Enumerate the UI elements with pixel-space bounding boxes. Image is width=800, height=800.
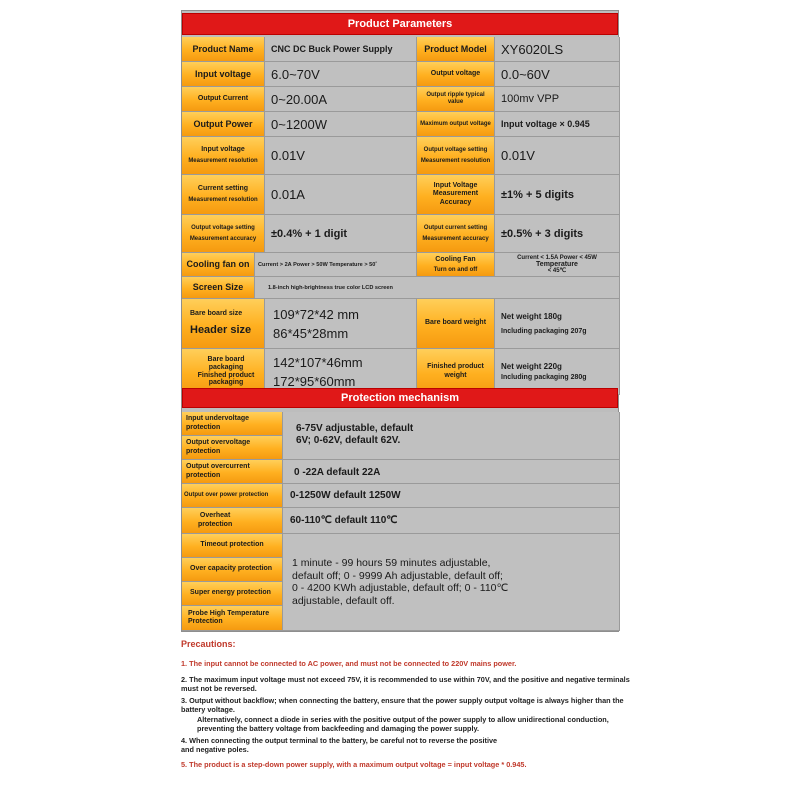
label-line: Measurement accuracy — [422, 235, 489, 242]
label-timeout-protection: Timeout protection — [182, 534, 283, 558]
value-line: Temperature — [536, 260, 578, 268]
label-input-voltage-resolution — [182, 137, 265, 175]
value-line: 6V; 0-62V, default 62V. — [296, 435, 401, 446]
value-output-power: 0~1200W — [265, 112, 417, 137]
precaution-3-line: 3. Output without backflow; when connecting the battery, ensure that the power supply output voltage is always higher than the — [181, 696, 624, 705]
precaution-2-line: must not be reversed. — [181, 684, 257, 693]
value-output-current-accuracy: ±0.5% + 3 digits — [495, 215, 620, 253]
label-cooling-fan-off — [417, 253, 495, 277]
precaution-3-line: Alternatively, connect a diode in series with the positive output of the power supply to allow unidirectional conduction, — [197, 715, 609, 724]
label-max-output-voltage: Maximum output voltage — [417, 112, 495, 137]
value-input-voltage-resolution: 0.01V — [265, 137, 417, 175]
value-output-current: 0~20.00A — [265, 87, 417, 112]
label-line: Measurement accuracy — [189, 235, 257, 242]
label-line: Measurement resolution — [188, 197, 258, 204]
precautions-title: Precautions: — [181, 639, 236, 649]
label-cooling-fan-on: Cooling fan on — [182, 253, 255, 277]
value-undervoltage-overvoltage — [296, 423, 413, 447]
value-timeout-capacity-energy-probe — [292, 557, 508, 607]
value-bare-board-weight — [495, 299, 620, 349]
label-super-energy-protection: Super energy protection — [182, 582, 283, 606]
value-input-voltage-accuracy: ±1% + 5 digits — [495, 175, 620, 215]
label-output-overcurrent-protection: Output overcurrent protection — [182, 460, 283, 484]
label-line: Current setting — [197, 185, 249, 193]
label-line: Input Voltage — [433, 182, 478, 190]
value-output-voltage-accuracy: ±0.4% + 1 digit — [265, 215, 417, 253]
precaution-1: 1. The input cannot be connected to AC power, and must not be connected to 220V mains power. — [181, 659, 517, 668]
value-line: 172*95*60mm — [273, 373, 356, 389]
value-line: 0 - 4200 KWh adjustable, default off; 0 - 110℃ — [292, 582, 509, 595]
label-line: Output voltage setting — [423, 146, 488, 153]
label-overheat-protection: Overheat protection — [182, 508, 283, 534]
value-line: < 45℃ — [547, 268, 567, 275]
value-line: adjustable, default off. — [292, 594, 395, 607]
precaution-3-line: battery voltage. — [181, 705, 235, 714]
product-parameters-header: Product Parameters — [182, 13, 618, 35]
label-line: Measurement Accuracy — [432, 190, 479, 206]
value-cooling-fan-on: Current > 2A Power > 50W Temperature > 50˚ — [255, 253, 417, 277]
value-line: default off; 0 - 9999 Ah adjustable, default off; — [292, 569, 503, 582]
precaution-4-line: 4. When connecting the output terminal to the battery, be careful not to reverse the positive — [181, 736, 498, 745]
value-line: Including packaging 207g — [501, 328, 587, 335]
label-screen-size: Screen Size — [182, 277, 255, 299]
label-line: Measurement resolution — [420, 157, 491, 164]
value-output-voltage: 0.0~60V — [495, 62, 620, 87]
label-line: Finished product packaging — [197, 371, 255, 387]
label-line: Input voltage — [201, 146, 245, 154]
label-output-current-accuracy — [417, 215, 495, 253]
label-output-voltage-accuracy — [182, 215, 265, 253]
label-line: Bare board size — [190, 310, 243, 318]
value-cooling-fan-off — [495, 253, 620, 277]
precaution-5: 5. The product is a step-down power supply, with a maximum output voltage = input voltage * 0.945. — [181, 760, 527, 769]
label-bare-board-weight: Bare board weight — [417, 299, 495, 349]
value-overheat: 60-110℃ default 110℃ — [290, 515, 398, 526]
value-line: 86*45*28mm — [273, 325, 349, 341]
label-product-name: Product Name — [182, 37, 265, 62]
label-input-undervoltage-protection: Input undervoltage protection — [182, 412, 283, 436]
label-board-size — [182, 299, 265, 349]
label-input-voltage: Input voltage — [182, 62, 265, 87]
label-output-overvoltage-protection: Output overvoltage protection — [182, 436, 283, 460]
label-output-ripple: Output ripple typical value — [417, 87, 495, 112]
value-over-power: 0-1250W default 1250W — [290, 490, 401, 501]
value-line: Current < 1.5A Power < 45W — [517, 254, 597, 261]
precaution-2-line: 2. The maximum input voltage must not exceed 75V, it is recommended to use within 70V, and the positive and negative terminals — [181, 675, 630, 684]
value-screen-size: 1.8-inch high-brightness true color LCD screen — [255, 277, 620, 299]
label-output-voltage: Output voltage — [417, 62, 495, 87]
value-line: 142*107*46mm — [273, 354, 363, 370]
label-input-voltage-accuracy — [417, 175, 495, 215]
value-current-setting-resolution: 0.01A — [265, 175, 417, 215]
spec-sheet — [181, 10, 619, 632]
label-line: Bare board packaging — [207, 356, 245, 371]
label-over-capacity-protection: Over capacity protection — [182, 558, 283, 582]
value-line: 6-75V adjustable, default — [296, 423, 414, 434]
label-line: Measurement resolution — [188, 158, 258, 165]
label-output-over-power-protection: Output over power protection — [182, 484, 283, 508]
value-line: 109*72*42 mm — [273, 306, 359, 322]
label-output-current: Output Current — [182, 87, 265, 112]
value-board-size — [265, 299, 417, 349]
precaution-4-line: and negative poles. — [181, 745, 249, 754]
label-finished-product-weight: Finished product weight — [417, 349, 495, 395]
label-output-power: Output Power — [182, 112, 265, 137]
value-line: Including packaging 280g — [501, 374, 587, 381]
label-line: Output current setting — [423, 224, 488, 231]
value-output-voltage-setting-resolution: 0.01V — [495, 137, 620, 175]
value-line: Net weight 220g — [501, 362, 562, 371]
precaution-3-line: preventing the battery voltage from backfeeding and damaging the power supply. — [197, 724, 480, 733]
label-probe-high-temperature-protection: Probe High Temperature Protection — [182, 606, 283, 631]
value-line: 1 minute - 99 hours 59 minutes adjustable, — [292, 557, 491, 569]
value-output-ripple: 100mv VPP — [495, 87, 620, 112]
value-overcurrent: 0 -22A default 22A — [294, 467, 381, 478]
value-input-voltage: 6.0~70V — [265, 62, 417, 87]
label-line: Header size — [190, 324, 252, 337]
value-line: Net weight 180g — [501, 312, 562, 321]
value-max-output-voltage: Input voltage × 0.945 — [495, 112, 620, 137]
value-product-name: CNC DC Buck Power Supply — [265, 37, 417, 62]
protection-mechanism-header: Protection mechanism — [182, 388, 618, 408]
label-line: Turn on and off — [433, 266, 478, 273]
label-product-model: Product Model — [417, 37, 495, 62]
label-output-voltage-setting-resolution — [417, 137, 495, 175]
label-line: Output voltage setting — [191, 224, 255, 231]
label-current-setting-resolution — [182, 175, 265, 215]
value-product-model: XY6020LS — [495, 37, 620, 62]
label-line: Cooling Fan — [435, 255, 476, 263]
